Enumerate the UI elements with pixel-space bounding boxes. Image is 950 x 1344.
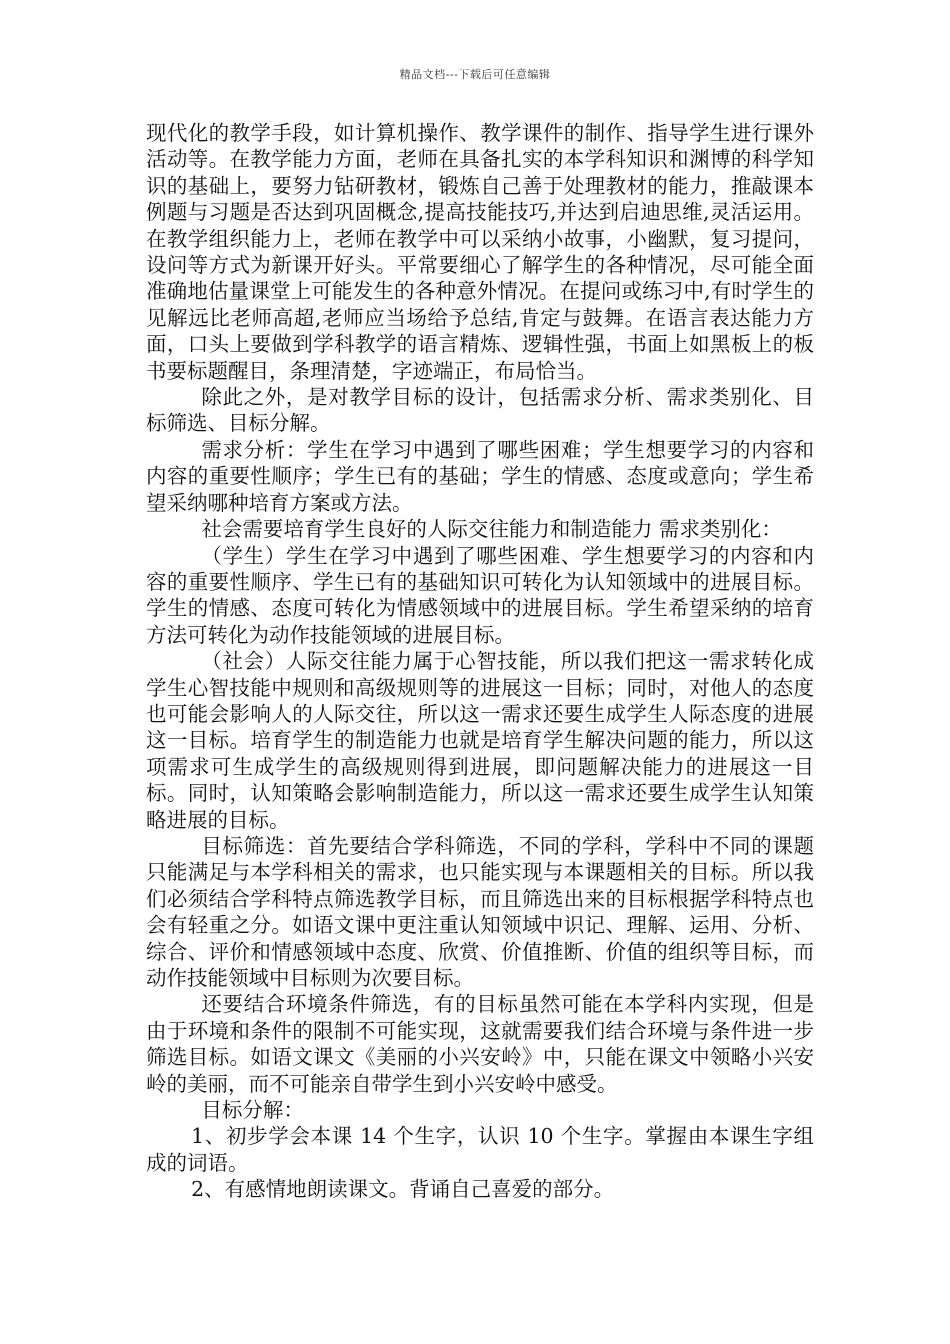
paragraph: 现代化的教学手段，如计算机操作、教学课件的制作、指导学生进行课外活动等。在教学能力方面，老师在具备扎实的本学科知识和渊博的科学知识的基础上，要努力钻研教材，锻炼自己善于处理教材的能力，推敲课本例题与习题是否达到巩固概念,提高技能技巧,并达到启迪思维,灵活运用。在教学组织能力上，老师在教学中可以采纳小故事，小幽默，复习提问，设问等方式为新课开好头。平常要细心了解学生的各种情况，尽可能全面准确地估量课堂上可能发生的各种意外情况。在提问或练习中,有时学生的见解远比老师高超,老师应当场给予总结,肯定与鼓舞。在语言表达能力方面，口头上要做到学科教学的语言精炼、逻辑性强，书面上如黑板上的板书要标题醒目，条理清楚，字迹端正，布局恰当。	[146, 121, 814, 383]
page-header: 精品文档---下载后可任意编辑	[399, 68, 551, 81]
paragraph: 目标筛选：首先要结合学科筛选，不同的学科，学科中不同的课题只能满足与本学科相关的需求，也只能实现与本课题相关的目标。所以我们必须结合学科特点筛选教学目标，而且筛选出来的目标根据学科特点也会有轻重之分。如语文课中更注重认知领域中识记、理解、运用、分析、综合、评价和情感领域中态度、欣赏、价值推断、价值的组织等目标，而动作技能领域中目标则为次要目标。	[146, 833, 814, 990]
document-body	[146, 120, 814, 1203]
paragraph: 需求分析：学生在学习中遇到了哪些困难；学生想要学习的内容和内容的重要性顺序；学生已有的基础；学生的情感、态度或意向；学生希望采纳哪种培育方案或方法。	[146, 437, 814, 515]
paragraph: 2、有感情地朗读课文。背诵自己喜爱的部分。	[191, 1177, 615, 1202]
paragraph: （学生）学生在学习中遇到了哪些困难、学生想要学习的内容和内容的重要性顺序、学生已有的基础知识可转化为认知领域中的进展目标。学生的情感、态度可转化为情感领域中的进展目标。学生希望采纳的培育方法可转化为动作技能领域的进展目标。	[146, 543, 814, 647]
paragraph: 1、初步学会本课 14 个生字，认识 10 个生字。掌握由本课生字组成的词语。	[146, 1124, 814, 1175]
paragraph: 目标分解：	[201, 1098, 304, 1123]
paragraph: 社会需要培育学生良好的人际交往能力和制造能力 需求类别化：	[201, 517, 782, 542]
paragraph: （社会）人际交往能力属于心智技能，所以我们把这一需求转化成学生心智技能中规则和高级规则等的进展这一目标；同时，对他人的态度也可能会影响人的人际交往，所以这一需求还要生成学生人际态度的进展这一目标。培育学生的制造能力也就是培育学生解决问题的能力，所以这项需求可生成学生的高级规则得到进展，即问题解决能力的进展这一目标。同时，认知策略会影响制造能力，所以这一需求还要生成学生认知策略进展的目标。	[146, 649, 814, 832]
paragraph: 除此之外，是对教学目标的设计，包括需求分析、需求类别化、目标筛选、目标分解。	[146, 385, 814, 436]
paragraph: 还要结合环境条件筛选，有的目标虽然可能在本学科内实现，但是由于环境和条件的限制不可能实现，这就需要我们结合环境与条件进一步筛选目标。如语文课文《美丽的小兴安岭》中，只能在课文中领略小兴安岭的美丽，而不可能亲自带学生到小兴安岭中感受。	[146, 992, 814, 1096]
